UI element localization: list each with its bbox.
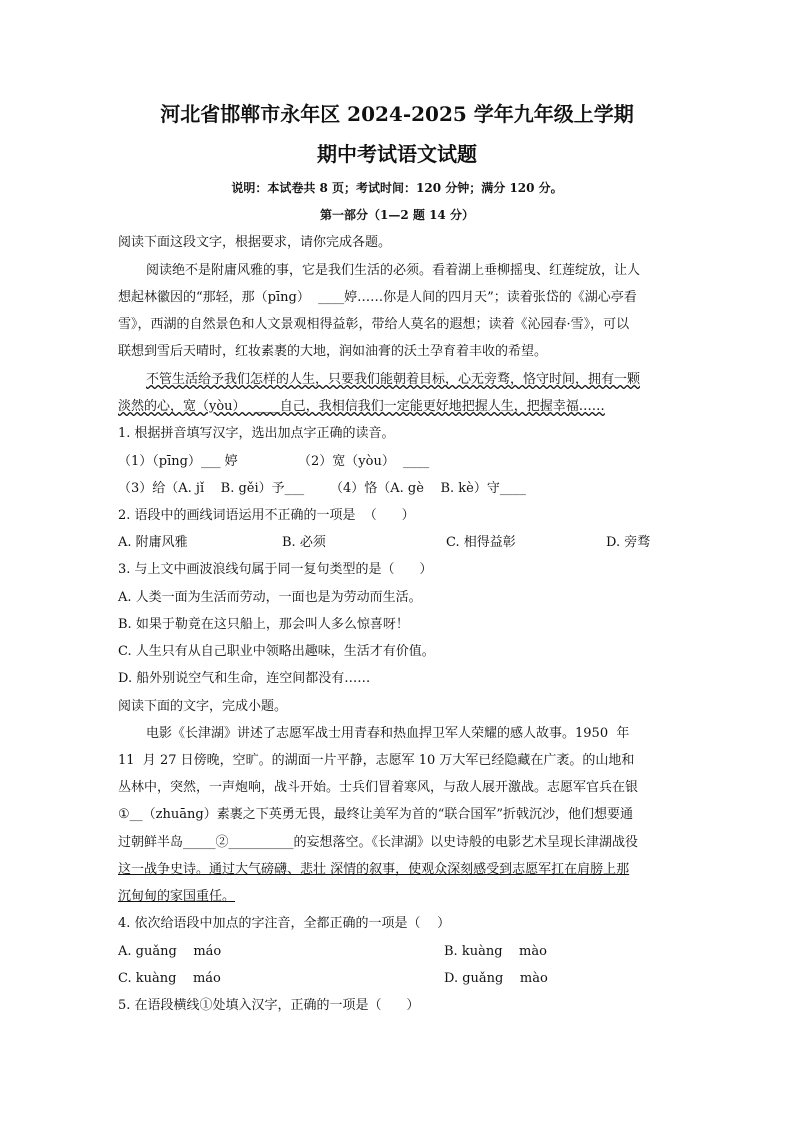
passage3-line6: 这一战争史诗。通过大气磅礴、悲壮 深情的叙事，使观众深刻感受到志愿军扛在肩膀上那: [118, 862, 630, 877]
exam-title-line1: 河北省邯郸市永年区 2024-2025 学年九年级上学期: [160, 102, 634, 126]
question-4: 4. 依次给语段中加点的字注音，全都正确的一项是（ ）: [118, 916, 451, 931]
passage3-line3: 丛林中，突然，一声炮响，战斗开始。士兵们冒着寒风，与敌人展开激战。志愿军官兵在银: [118, 780, 639, 795]
question-5: 5. 在语段横线①处填入汉字，正确的一项是（ ）: [118, 998, 420, 1013]
q2-option-c: C. 相得益彰: [446, 535, 516, 550]
q2-option-b: B. 必须: [282, 535, 326, 550]
q1-item-2: （2）宽（yòu） ____: [298, 454, 430, 469]
q3-option-c: C. 人生只有从自己职业中领略出趣味，生活才有价值。: [118, 644, 435, 659]
q2-option-a: A. 附庸风雅: [118, 535, 188, 550]
q3-option-d: D. 船外别说空气和生命，连空间都没有……: [118, 671, 371, 686]
passage3-line7: 沉甸甸的家国重任。: [118, 889, 236, 904]
q4-option-b: B. kuàng mào: [444, 944, 547, 959]
passage3-line1: 电影《长津湖》讲述了志愿军战士用青春和热血捍卫军人荣耀的感人故事。1950 年: [146, 726, 630, 741]
question-1: 1. 根据拼音填写汉字，选出加点字正确的读音。: [118, 426, 395, 441]
passage2-line1: 不管生活给予我们怎样的人生，只要我们能朝着目标，心无旁骛，恪守时间，拥有一颗: [146, 372, 641, 387]
question-3: 3. 与上文中画波浪线句属于同一复句类型的是（ ）: [118, 562, 433, 577]
q3-option-a: A. 人类一面为生活而劳动，一面也是为劳动而生活。: [118, 590, 422, 605]
q1-item-3: （3）给（A. jǐ B. gěi）予___: [118, 481, 305, 496]
reading-intro-2: 阅读下面的文字，完成小题。: [118, 699, 288, 714]
part-one-heading: 第一部分（1—2 题 14 分）: [320, 208, 474, 222]
reading-intro-1: 阅读下面这段文字，根据要求，请你完成各题。: [118, 235, 392, 250]
q1-item-1: （1）（pīng）___ 婷: [118, 454, 238, 469]
q3-option-b: B. 如果于勒竟在这只船上，那会叫人多么惊喜呀！: [118, 617, 409, 632]
q1-item-4: （4）恪（A. gè B. kè）守____: [330, 481, 526, 496]
q4-option-c: C. kuàng máo: [118, 971, 221, 986]
question-2: 2. 语段中的画线词语运用不正确的一项是 （ ）: [118, 508, 415, 523]
q4-option-a: A. guǎng máo: [118, 944, 222, 959]
passage3-line4: ①__（zhuāng）素裹之下英勇无畏，最终让美军为首的“联合国军”折戟沉沙，他们想要通: [118, 807, 633, 822]
passage1-line1: 阅读绝不是附庸风雅的事，它是我们生活的必须。看着湖上垂柳摇曳、红莲绽放，让人: [146, 263, 641, 278]
q2-option-d: D. 旁骛: [606, 535, 651, 550]
passage3-line2: 11 月 27 日傍晚，空旷。的湖面一片平静，志愿军 10 万大军已经隐藏在广袤。的山地和: [118, 753, 635, 768]
exam-title-line2: 期中考试语文试题: [317, 142, 477, 166]
exam-instructions: 说明：本试卷共 8 页；考试时间：120 分钟；满分 120 分。: [231, 181, 563, 195]
passage3-line5: 过朝鲜半岛_____②__________的妄想落空。《长津湖》以史诗般的电影艺术呈现长津湖战役: [118, 835, 639, 850]
passage1-line2: 想起林徽因的“那轻，那（pīng） ____婷……你是人间的四月天”；读着张岱的《湖心亭看: [118, 290, 637, 305]
passage2-line2: 淡然的心，宽（yòu） ____自己，我相信我们一定能更好地把握人生，把握幸福……: [118, 399, 605, 414]
passage1-line3: 雪》，西湖的自然景色和人文景观相得益彰，带给人莫名的遐想；读着《沁园春·雪》，可以: [118, 317, 630, 332]
passage1-line4: 联想到雪后天晴时，红妆素裹的大地，润如油膏的沃土孕育着丰收的希望。: [118, 344, 548, 359]
q4-option-d: D. guǎng mào: [444, 971, 548, 986]
